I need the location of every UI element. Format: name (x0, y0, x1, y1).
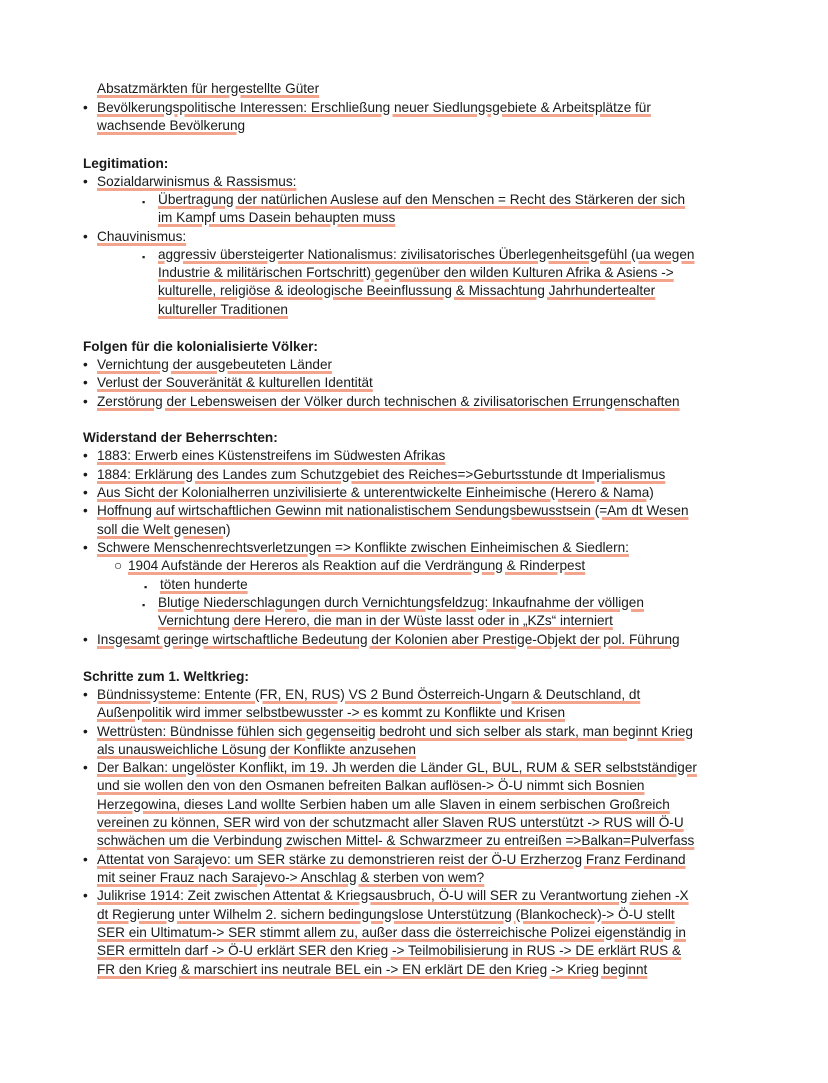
text-line: Chauvinismus: (97, 229, 187, 244)
bullet-25: ▪ (142, 600, 146, 610)
text-line: schwächen um die Verbindung zwischen Mittel- & Schwarzmeer zu entreißen =>Balkan=Pulverfass (97, 833, 695, 848)
text-line: Außenpolitik wird immer selbstbewusster -> es kommt zu Konflikte und Krisen (97, 705, 566, 720)
text-line: Übertragung der natürlichen Auslese auf den Menschen = Recht des Stärkeren der sich (158, 192, 686, 207)
bullet-23: ○ (114, 558, 123, 573)
text-line: 1884: Erklärung des Landes zum Schutzgebiet des Reiches=>Geburtsstunde dt Imperialismus (97, 467, 666, 482)
text-line: Julikrise 1914: Zeit zwischen Attentat & Kriegsausbruch, Ö-U will SER zu Verantwortung ziehen -X (97, 888, 689, 903)
text-line: wachsende Bevölkerung (97, 118, 246, 133)
text-line: und sie wollen den von den Osmanen befreiten Balkan auflösen-> Ö-U nimmt sich Bosnien (97, 778, 645, 793)
text-line: Bevölkerungspolitische Interessen: Erschließung neuer Siedlungsgebiete & Arbeitsplätze für (97, 100, 651, 115)
bullet-31: • (83, 724, 88, 739)
bullet-5: ▪ (142, 197, 146, 207)
text-line: Herzegowina, dieses Land wollte Serbien haben um alle Slaven in einem serbischen Großreich (97, 797, 670, 812)
text-line: Verlust der Souveränität & kulturellen Identität (97, 375, 373, 390)
bullet-27: • (83, 632, 88, 647)
bullet-19: • (83, 485, 88, 500)
text-line: FR den Krieg & marschiert ins neutrale BEL ein -> EN erklärt DE den Krieg -> Krieg beginnt (97, 962, 648, 977)
bullet-1: • (83, 100, 88, 115)
bullet-20: • (83, 503, 88, 518)
bullet-22: • (83, 540, 88, 555)
bullet-18: • (83, 467, 88, 482)
bullet-14: • (83, 375, 88, 390)
text-line: mit seiner Frauz nach Sarajevo-> Anschlag & sterben von wem? (97, 870, 485, 885)
text-line: als unausweichliche Lösung der Konflikte anzusehen (97, 742, 416, 757)
bullet-8: ▪ (142, 252, 146, 262)
text-line: Vernichtung der ausgebeuteten Länder (97, 357, 333, 372)
text-line: im Kampf ums Dasein behaupten muss (158, 210, 396, 225)
section-heading: Legitimation: (83, 156, 169, 171)
text-line: Blutige Niederschlagungen durch Vernichtungsfeldzug: Inkaufnahme der völligen (158, 595, 644, 610)
text-line: Absatzmärkten für hergestellte Güter (97, 81, 320, 96)
section-heading: Schritte zum 1. Weltkrieg: (83, 669, 249, 684)
bullet-17: • (83, 448, 88, 463)
bullet-4: • (83, 174, 88, 189)
text-line: Industrie & militärischen Fortschritt) gegenüber den wilden Kulturen Afrika & Asiens -> (158, 265, 674, 280)
bullet-13: • (83, 357, 88, 372)
bullet-33: • (83, 760, 88, 775)
text-line: töten hunderte (160, 577, 248, 592)
text-line: aggressiv übersteigerter Nationalismus: zivilisatorisches Überlegenheitsgefühl (ua wegen (158, 247, 695, 262)
text-line: kulturelle, religiöse & ideologische Beeinflussung & Missachtung Jahrhundertealter (158, 283, 656, 298)
section-heading: Folgen für die kolonialisierte Völker: (83, 339, 318, 354)
text-line: Sozialdarwinismus & Rassismus: (97, 174, 297, 189)
text-line: Bündnissysteme: Entente (FR, EN, RUS) VS 2 Bund Österreich-Ungarn & Deutschland, dt (97, 687, 641, 702)
text-line: Aus Sicht der Kolonialherren unzivilisierte & unterentwickelte Einheimische (Herero & Nama) (97, 485, 654, 500)
text-line: soll die Welt genesen) (97, 522, 231, 537)
bullet-7: • (83, 229, 88, 244)
text-line: Zerstörung der Lebensweisen der Völker durch technischen & zivilisatorischen Errungenschaften (97, 394, 680, 409)
text-line: SER ein Ultimatum-> SER stimmt allem zu, außer dass die österreichische Polizei eigenständig in (97, 925, 686, 940)
text-line: Wettrüsten: Bündnisse fühlen sich gegenseitig bedroht und sich selber als stark, man beginnt Krieg (97, 724, 693, 739)
bullet-24: ▪ (144, 582, 148, 592)
text-line: dt Regierung unter Wilhelm 2. sichern bedingungslose Unterstützung (Blankocheck)-> Ö-U stellt (97, 907, 675, 922)
text-line: Vernichtung dere Herero, die man in der Wüste lasst oder in „KZs“ interniert (158, 613, 613, 628)
bullet-38: • (83, 852, 88, 867)
text-line: 1904 Aufstände der Hereros als Reaktion auf die Verdrängung & Rinderpest (128, 558, 586, 573)
bullet-40: • (83, 888, 88, 903)
bullet-29: • (83, 687, 88, 702)
text-line: Attentat von Sarajevo: um SER stärke zu demonstrieren reist der Ö-U Erzherzog Franz Ferdinand (97, 852, 686, 867)
section-heading: Widerstand der Beherrschten: (83, 430, 278, 445)
text-line: Der Balkan: ungelöster Konflikt, im 19. Jh werden die Länder GL, BUL, RUM & SER selbstständiger (97, 760, 697, 775)
bullet-15: • (83, 394, 88, 409)
text-line: vereinen zu können, SER wird von der schutzmacht aller Slaven RUS unterstützt -> RUS will Ö-U (97, 815, 684, 830)
text-line: Hoffnung auf wirtschaftlichen Gewinn mit nationalistischem Sendungsbewusstsein (=Am dt Wesen (97, 503, 689, 518)
text-line: 1883: Erwerb eines Küstenstreifens im Südwesten Afrikas (97, 448, 446, 463)
text-line: kultureller Traditionen (158, 302, 288, 317)
text-line: Insgesamt geringe wirtschaftliche Bedeutung der Kolonien aber Prestige-Objekt der pol. Führung (97, 632, 680, 647)
text-line: SER ermitteln darf -> Ö-U erklärt SER den Krieg -> Teilmobilisierung in RUS -> DE erklärt RUS & (97, 943, 682, 958)
text-line: Schwere Menschenrechtsverletzungen => Konflikte zwischen Einheimischen & Siedlern: (97, 540, 629, 555)
